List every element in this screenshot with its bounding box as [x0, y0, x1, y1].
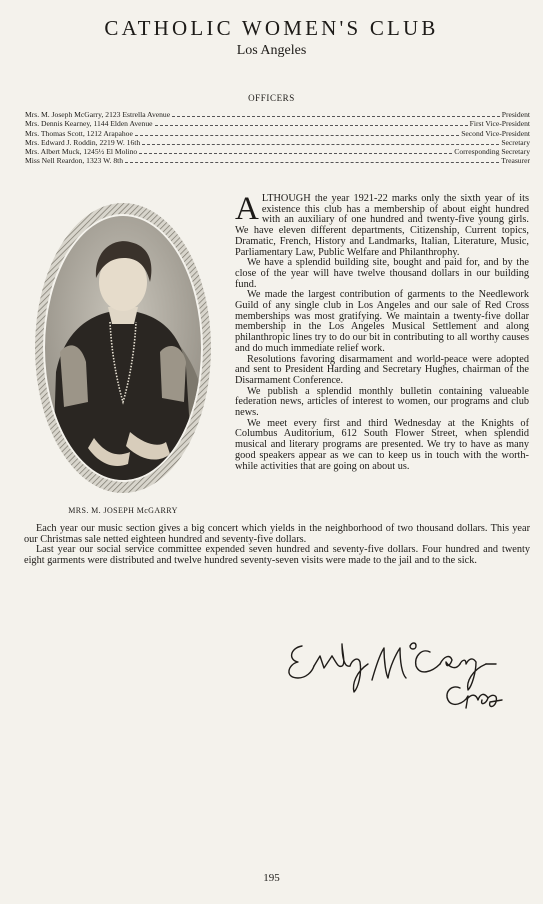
article-paragraph: We meet every first and third Wednesday at the Knights of Columbus Auditorium, 612 South Flower Street, when splendid musical and literary programs are presented. We try to have as many good speakers appear as we can to keep us in touch with the worth-while activities that are going on about us.	[235, 417, 529, 472]
officer-name: Mrs. Albert Muck, 1245½ El Molino	[25, 147, 138, 157]
officer-row	[25, 138, 530, 147]
drop-cap: A	[235, 191, 259, 227]
article-continuation	[24, 524, 530, 567]
leader-dots	[172, 116, 500, 117]
officer-name: Mrs. Thomas Scott, 1212 Arapahoe	[25, 128, 133, 138]
page-number: 195	[263, 872, 280, 884]
leader-dots	[125, 162, 499, 163]
officers-list	[25, 110, 530, 166]
leader-dots	[139, 153, 452, 154]
officer-name: Miss Nell Reardon, 1323 W. 8th	[25, 156, 124, 166]
officer-title: First Vice-President	[469, 119, 530, 129]
portrait-caption: MRS. M. JOSEPH McGARRY	[68, 506, 178, 515]
officer-name: Mrs. Edward J. Roddin, 2219 W. 16th	[25, 137, 141, 147]
leader-dots	[135, 135, 459, 136]
officer-name: Mrs. Dennis Kearney, 1144 Elden Avenue	[25, 119, 153, 129]
article-paragraph: We have a splendid building site, bought and paid for, and by the close of the year will have twelve thousand dollars in our building fund.	[235, 257, 529, 290]
article-paragraph: We publish a splendid monthly bulletin containing valueable federation news, articles of interest to women, our programs and club news.	[235, 385, 529, 419]
officers-heading: OFFICERS	[248, 93, 295, 103]
article-paragraph: Resolutions favoring disarmament and world-peace were adopted and sent to President Harding and Secretary Hughes, chairman of the Disarmament Conference.	[235, 353, 529, 386]
officer-title: Treasurer	[501, 156, 530, 166]
officer-title: President	[501, 110, 530, 119]
portrait-image	[34, 202, 212, 494]
officer-row	[25, 119, 530, 128]
article-paragraph: Each year our music section gives a big concert which yields in the neighborhood of two thousand dollars. This year our Christmas sale netted eighteen hundred and seventy-five dollars.	[24, 523, 530, 545]
leader-dots	[155, 125, 468, 126]
article-column	[235, 191, 529, 472]
portrait-photo	[34, 202, 212, 494]
page-title: CATHOLIC WOMEN'S CLUB	[104, 16, 439, 40]
article-paragraph: We made the largest contribution of garments to the Needlework Guild of any single club in Los Angeles and our sale of Red Cross memberships was most gratifying. We maintain a twenty-five dollar membership in the Los Angeles Musical Settlement and along philanthropic lines try to do our bit in contributing to all worthy causes and do much immediate relief work.	[235, 289, 529, 354]
officer-row	[25, 147, 530, 156]
officer-title: Secretary	[501, 137, 530, 147]
officer-row	[25, 156, 530, 165]
handwritten-signature	[280, 626, 530, 716]
article-paragraph: Last year our social service committee expended seven hundred and seventy-five dollars. Four hundred and twenty eight garments were distributed and twelve hundred seventy-seven visits were made to the jail and to the sick.	[24, 544, 530, 567]
officer-name: Mrs. M. Joseph McGarry, 2123 Estrella Avenue	[25, 110, 171, 119]
signature-image	[280, 626, 530, 716]
officer-title: Second Vice-President	[461, 128, 530, 138]
officer-title: Corresponding Secretary	[454, 147, 530, 157]
officer-row	[25, 110, 530, 119]
article-paragraph: ALTHOUGH the year 1921-22 marks only the sixth year of its existence this club has a membership of about eight hundred with an auxiliary of one hundred and twenty-five young girls. We have eleven different departments, Citizenship, Current topics, Dramatic, French, History and Landmarks, Italian, Literature, Music, Parliamentary Law, Public Welfare and Philanthrophy.	[235, 191, 529, 258]
leader-dots	[142, 144, 499, 145]
officer-row	[25, 129, 530, 138]
page-subtitle: Los Angeles	[236, 43, 307, 58]
